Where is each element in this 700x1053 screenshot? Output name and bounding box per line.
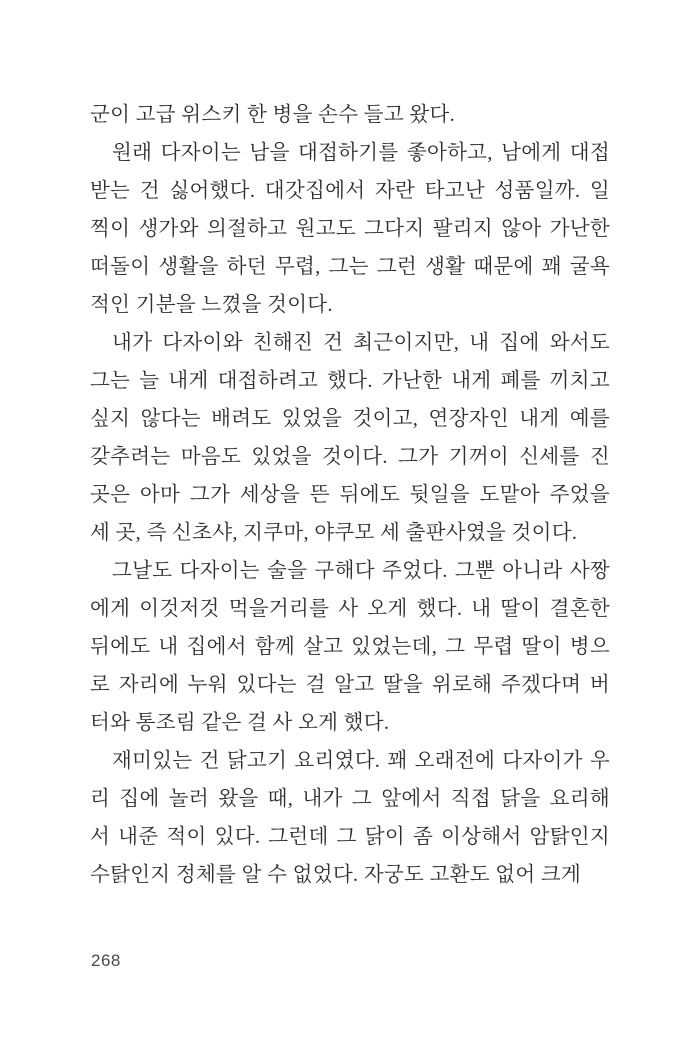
text-line: 내가 다자이와 친해진 건 최근이지만, 내 집에 와서도 xyxy=(112,332,610,354)
text-line: 그날도 다자이는 술을 구해다 주었다. 그뿐 아니라 사짱 xyxy=(112,560,610,582)
text-line: 리 집에 놀러 왔을 때, 내가 그 앞에서 직접 닭을 요리해 xyxy=(90,788,610,810)
text-line: 찍이 생가와 의절하고 원고도 그다지 팔리지 않아 가난한 xyxy=(90,218,610,240)
text-line: 터와 통조림 같은 걸 사 오게 했다. xyxy=(90,712,390,734)
text-line: 세 곳, 즉 신초샤, 지쿠마, 야쿠모 세 출판사였을 것이다. xyxy=(90,522,578,544)
text-line: 수탉인지 정체를 알 수 없었다. 자궁도 고환도 없어 크게 xyxy=(90,864,582,886)
text-line: 에게 이것저것 먹을거리를 사 오게 했다. 내 딸이 결혼한 xyxy=(90,598,610,620)
text-line: 곳은 아마 그가 세상을 뜬 뒤에도 뒷일을 도맡아 주었을 xyxy=(90,484,610,506)
text-line: 그는 늘 내게 대접하려고 했다. 가난한 내게 폐를 끼치고 xyxy=(90,370,610,392)
text-line: 떠돌이 생활을 하던 무렵, 그는 그런 생활 때문에 꽤 굴욕 xyxy=(90,256,610,278)
text-line: 서 내준 적이 있다. 그런데 그 닭이 좀 이상해서 암탉인지 xyxy=(90,826,610,848)
text-line: 재미있는 건 닭고기 요리였다. 꽤 오래전에 다자이가 우 xyxy=(112,750,610,772)
text-line: 로 자리에 누워 있다는 걸 알고 딸을 위로해 주겠다며 버 xyxy=(90,674,610,696)
text-line: 갖추려는 마음도 있었을 것이다. 그가 기꺼이 신세를 진 xyxy=(90,446,610,468)
page-number: 268 xyxy=(91,951,121,970)
text-line: 원래 다자이는 남을 대접하기를 좋아하고, 남에게 대접 xyxy=(112,142,610,164)
body-text xyxy=(90,96,610,894)
text-line: 받는 건 싫어했다. 대갓집에서 자란 타고난 성품일까. 일 xyxy=(90,180,610,202)
text-line: 뒤에도 내 집에서 함께 살고 있었는데, 그 무렵 딸이 병으 xyxy=(90,636,610,658)
text-line: 적인 기분을 느꼈을 것이다. xyxy=(90,294,333,316)
text-line: 군이 고급 위스키 한 병을 손수 들고 왔다. xyxy=(90,104,456,126)
text-line: 싶지 않다는 배려도 있었을 것이고, 연장자인 내게 예를 xyxy=(90,408,610,430)
